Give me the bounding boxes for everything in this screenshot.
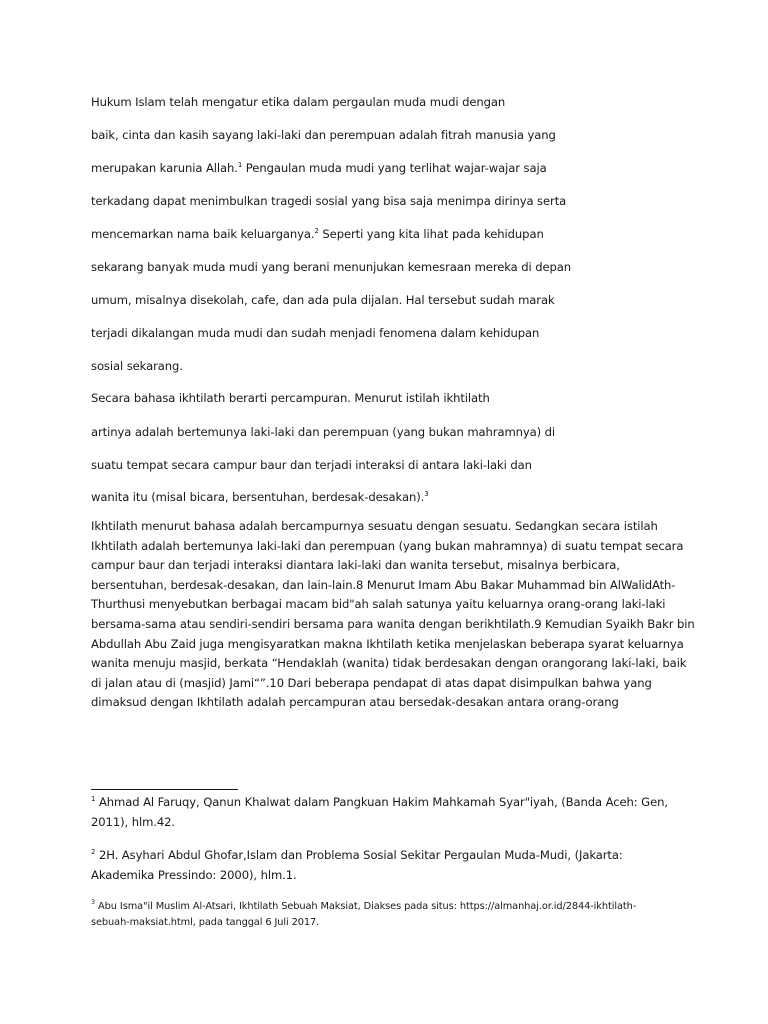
body-line-12: suatu tempat secara campur baur dan terjadi interaksi di antara laki-laki dan — [91, 458, 532, 472]
footnote-mark: 2 — [91, 848, 96, 856]
paragraph-line: Thurthusi menyebutkan berbagai macam bid"ah salah satunya yaitu keluarnya orang-orang laki-laki — [91, 597, 666, 612]
footnote-1: $^1$ Ahmad Al Faruqy, Qanun Khalwat dalam Pangkuan Hakim Mahkamah Syar"iyah, (Banda Aceh: Gen, 2011), hlm.42. — [91, 795, 668, 829]
body-line-13: wanita itu (misal bicara, bersentuhan, berdesak-desakan).$^3$ — [91, 490, 429, 504]
body-line-9: sosial sekarang. — [91, 359, 183, 373]
footnote-ref-1: 1 — [237, 161, 243, 169]
body-line-4: terkadang dapat menimbulkan tragedi sosial yang bisa saja menimpa dirinya serta — [91, 194, 567, 208]
footnote-ref-3: 3 — [424, 490, 429, 498]
paragraph-line: bersentuhan, berdesak-desakan, dan lain-lain.8 Menurut Imam Abu Bakar Muhammad bin AlWalidAth- — [91, 577, 676, 592]
footnote-ref-2: 2 — [314, 227, 319, 235]
body-line-11: artinya adalah bertemunya laki-laki dan perempuan (yang bukan mahramnya) di — [91, 425, 556, 439]
footnote-3: $^3$ Abu Isma"il Muslim Al-Atsari, Ikhtilath Sebuah Maksiat, Diakses pada situs: https://almanhaj.or.id/2844-ikhtilath- sebuah-maksiat.html, pada tanggal 6 Juli 2017. — [91, 898, 637, 928]
body-line-1: Hukum Islam telah mengatur etika dalam pergaulan muda mudi dengan — [91, 95, 506, 109]
paragraph-line: campur baur dan terjadi interaksi diantara laki-laki dan wanita tersebut, misalnya berbicara, — [91, 558, 620, 573]
paragraph-line: Ikhtilath adalah bertemunya laki-laki dan perempuan (yang bukan mahramnya) di suatu tempat secara — [91, 538, 684, 553]
footnote-2: $^2$ 2H. Asyhari Abdul Ghofar,Islam dan Problema Sosial Sekitar Pergaulan Muda-Mudi, (Jakarta: Akademika Pressindo: 2000), hlm.1. — [91, 848, 623, 882]
footnote-mark: 1 — [91, 795, 96, 803]
footnote-mark: 3 — [91, 898, 96, 906]
footnote-separator — [91, 789, 238, 790]
body-line-7: umum, misalnya disekolah, cafe, dan ada pula dijalan. Hal tersebut sudah marak — [91, 293, 555, 307]
paragraph-line: Ikhtilath menurut bahasa adalah bercampurnya sesuatu dengan sesuatu. Sedangkan secara istilah — [91, 519, 658, 533]
body-line-3: merupakan karunia Allah.$^1$ Pengaulan muda mudi yang terlihat wajar-wajar saja — [91, 161, 547, 175]
body-line-6: sekarang banyak muda mudi yang berani menunjukan kemesraan mereka di depan — [91, 260, 572, 274]
paragraph-line: Abdullah Abu Zaid juga mengisyaratkan makna Ikhtilath ketika menjelaskan beberapa syarat keluarnya — [91, 636, 684, 651]
paragraph-line: bersama-sama atau sendiri-sendiri bersama para wanita dengan berikhtilath.9 Kemudian Syaikh Bakr bin — [91, 616, 695, 631]
body-line-5: mencemarkan nama baik keluarganya.$^2$ Seperti yang kita lihat pada kehidupan — [91, 227, 544, 241]
paragraph-line: dimaksud dengan Ikhtilath adalah percampuran atau bersedak-desakan antara orang-orang — [91, 695, 619, 710]
paragraph-line: di jalan atau di (masjid) Jami“”.10 Dari beberapa pendapat di atas dapat disimpulkan bahwa yang — [91, 675, 652, 690]
body-line-10: Secara bahasa ikhtilath berarti percampuran. Menurut istilah ikhtilath — [91, 391, 490, 405]
paragraph-line: wanita menuju masjid, berkata “Hendaklah (wanita) tidak berdesakan dengan orangorang laki-laki, baik — [91, 656, 687, 671]
body-line-8: terjadi dikalangan muda mudi dan sudah menjadi fenomena dalam kehidupan — [91, 326, 540, 340]
ikhtilath-paragraph — [91, 517, 695, 713]
body-line-2: baik, cinta dan kasih sayang laki-laki dan perempuan adalah fitrah manusia yang — [91, 128, 556, 142]
